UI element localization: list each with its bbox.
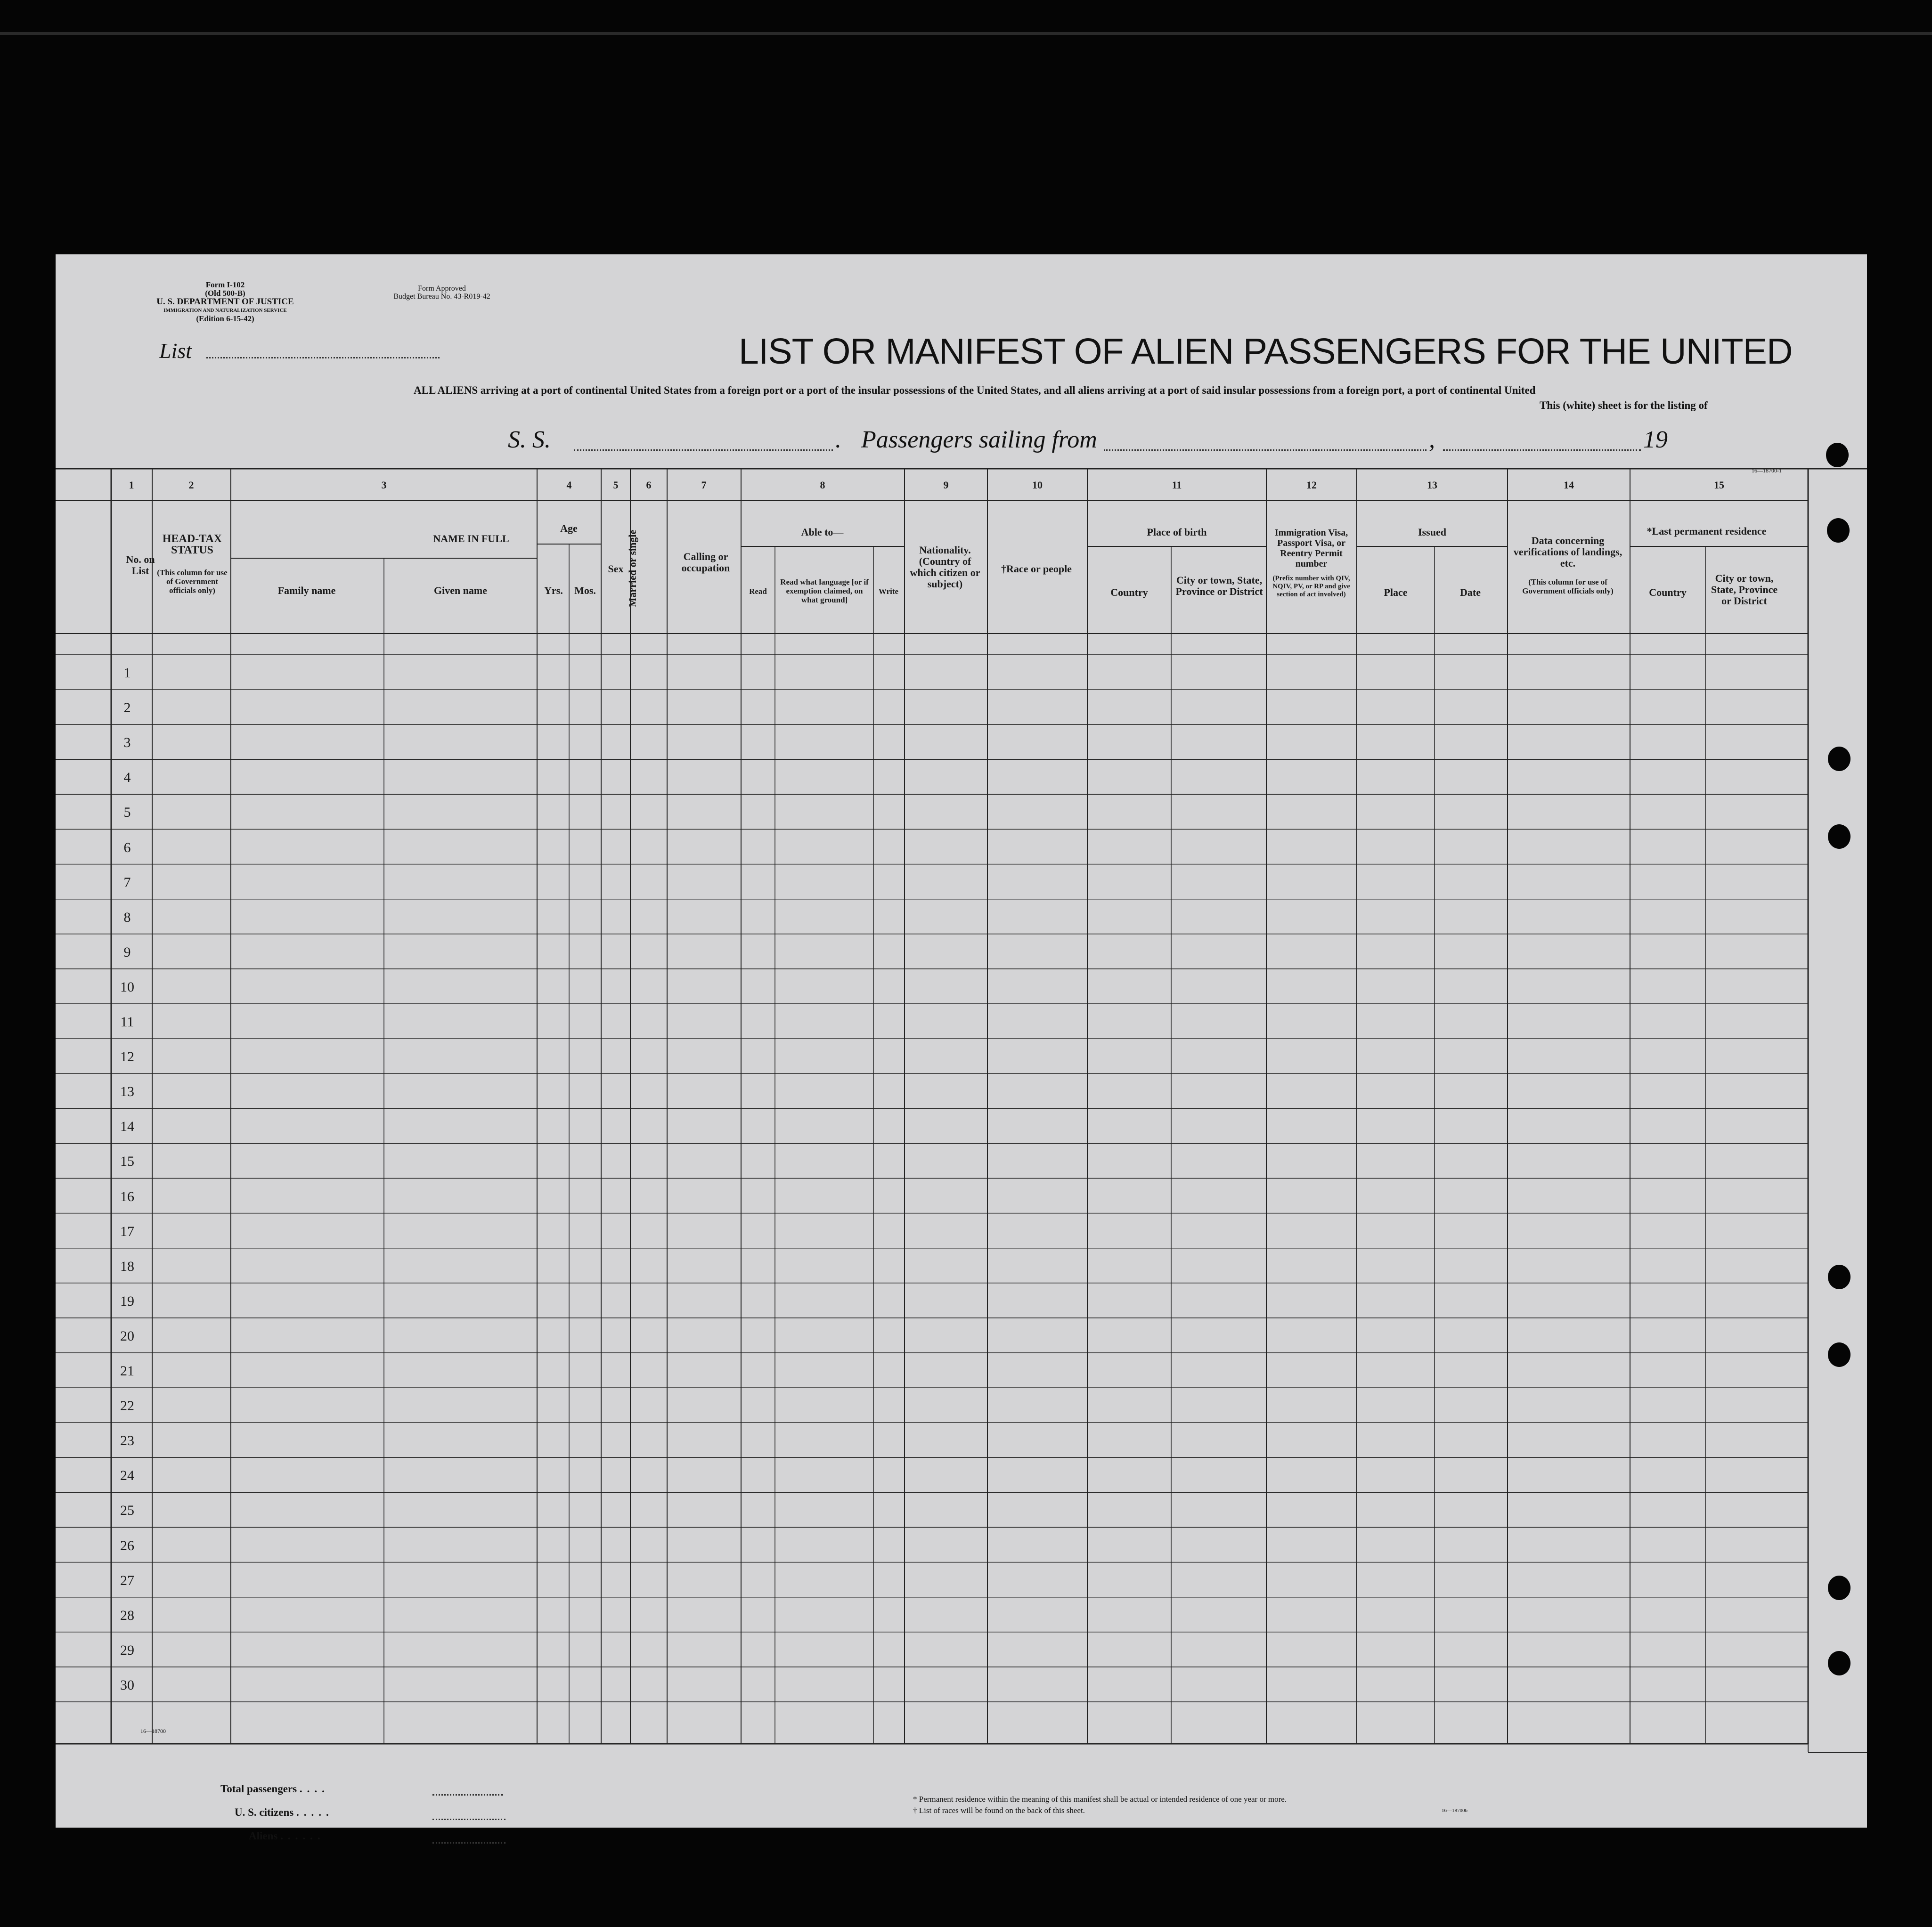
- total-passengers-row: Total passengers ....: [220, 1783, 329, 1795]
- header-able-to: Able to—: [801, 526, 844, 538]
- column-number-13: 13: [1427, 479, 1437, 491]
- row-number-5: 5: [123, 805, 131, 821]
- header-family-name: Family name: [277, 585, 336, 596]
- page-title: LIST OR MANIFEST OF ALIEN PASSENGERS FOR THE UNITED: [739, 331, 1793, 372]
- row-number-18: 18: [120, 1258, 134, 1274]
- instructions-line-1: ALL ALIENS arriving at a port of continental United States from a foreign port or a port of the insular possessions of the United States, and all aliens arriving at a port of said insular possessions from a foreign port, a port of continental United: [414, 384, 1536, 396]
- column-number-11: 11: [1172, 479, 1182, 491]
- row-number-25: 25: [120, 1503, 134, 1519]
- header-nationality: Nationality. (Country of which citizen or subject): [910, 544, 980, 590]
- header-place-of-birth: Place of birth: [1147, 526, 1207, 538]
- row-number-13: 13: [120, 1084, 134, 1100]
- row-number-26: 26: [120, 1537, 134, 1553]
- header-issued-date: Date: [1460, 586, 1481, 598]
- header-head-tax: HEAD-TAX STATUS: [162, 533, 222, 556]
- header-race: †Race or people: [1001, 563, 1072, 575]
- column-number-7: 7: [701, 479, 707, 491]
- print-code-bottom: 16—18700: [140, 1728, 166, 1734]
- column-number-6: 6: [646, 479, 652, 491]
- header-age: Age: [560, 522, 578, 534]
- footnote-permanent-residence: * Permanent residence within the meaning of this manifest shall be actual or intended residence of one year or more.: [913, 1795, 1287, 1804]
- us-citizens-label: U. S. citizens: [235, 1806, 294, 1818]
- header-calling: Calling or occupation: [681, 551, 730, 574]
- header-last-residence: *Last permanent residence: [1647, 525, 1767, 537]
- row-number-19: 19: [120, 1293, 134, 1309]
- form-old-number: (Old 500-B): [205, 289, 245, 298]
- header-data-concerning: Data concerning verifications of landings, etc.: [1513, 535, 1622, 569]
- header-visa: Immigration Visa, Passport Visa, or Reentry Permit number: [1274, 528, 1348, 569]
- sailing-from-label: Passengers sailing from: [861, 426, 1097, 453]
- instructions-line-2: This (white) sheet is for the listing of: [1540, 399, 1708, 411]
- header-name-in-full: NAME IN FULL: [433, 533, 509, 545]
- form-number: Form I-102: [205, 280, 245, 289]
- row-number-24: 24: [120, 1468, 134, 1484]
- row-number-20: 20: [120, 1328, 134, 1344]
- row-number-6: 6: [123, 839, 131, 855]
- header-write: Write: [878, 587, 899, 596]
- aliens-label: Aliens: [249, 1830, 278, 1842]
- column-number-5: 5: [613, 479, 619, 491]
- column-number-3: 3: [381, 479, 387, 491]
- row-number-12: 12: [120, 1049, 134, 1065]
- row-number-30: 30: [120, 1677, 134, 1693]
- header-issued-place: Place: [1384, 586, 1408, 598]
- row-number-16: 16: [120, 1188, 134, 1204]
- column-number-1: 1: [129, 479, 134, 491]
- sailing-comma-1: ,: [1429, 426, 1435, 453]
- header-mos: Mos.: [574, 585, 596, 596]
- column-number-14: 14: [1564, 479, 1574, 491]
- row-number-8: 8: [123, 909, 131, 925]
- row-number-28: 28: [120, 1607, 134, 1623]
- total-passengers-blank[interactable]: [432, 1794, 503, 1796]
- totals-block: [220, 1783, 550, 1877]
- header-read: Read: [749, 587, 767, 596]
- row-number-3: 3: [123, 735, 131, 751]
- header-no-on-list: No. on List: [126, 553, 155, 577]
- us-citizens-row: U. S. citizens .....: [235, 1806, 334, 1818]
- column-number-9: 9: [943, 479, 949, 491]
- us-citizens-blank[interactable]: [432, 1819, 505, 1820]
- header-married: Married or single: [627, 529, 638, 608]
- header-sex: Sex: [608, 563, 624, 575]
- column-number-15: 15: [1714, 479, 1724, 491]
- header-yrs: Yrs.: [544, 585, 563, 596]
- column-number-10: 10: [1032, 479, 1043, 491]
- header-birth-city: City or town, State, Province or District: [1175, 574, 1263, 597]
- approval-line-2: Budget Bureau No. 43-R019-42: [393, 293, 490, 301]
- column-number-4: 4: [566, 479, 572, 491]
- aliens-row: Aliens ......: [249, 1830, 325, 1842]
- form-edition: (Edition 6-15-42): [196, 314, 254, 323]
- row-number-7: 7: [123, 874, 131, 890]
- footnotes: [913, 1794, 1573, 1816]
- row-number-10: 10: [120, 979, 134, 995]
- ss-period: .: [835, 426, 841, 453]
- print-code-top: 16—18700-1: [1752, 467, 1782, 474]
- header-read-language: Read what language [or if exemption claimed, on what ground]: [780, 577, 869, 604]
- row-number-11: 11: [120, 1014, 134, 1030]
- list-label: List: [159, 339, 192, 363]
- row-number-2: 2: [123, 700, 131, 716]
- year-prefix: 19: [1643, 426, 1668, 453]
- row-number-15: 15: [120, 1154, 134, 1170]
- aliens-blank[interactable]: [432, 1842, 505, 1844]
- column-number-2: 2: [188, 479, 194, 491]
- row-number-17: 17: [120, 1223, 134, 1239]
- row-number-27: 27: [120, 1572, 134, 1588]
- scan-edge-line: [0, 32, 1932, 35]
- form-department: U. S. DEPARTMENT OF JUSTICE: [156, 297, 294, 307]
- ss-label: S. S.: [508, 426, 551, 453]
- header-residence-city: City or town, State, Province or District: [1711, 572, 1778, 607]
- total-passengers-label: Total passengers: [220, 1783, 297, 1795]
- column-number-12: 12: [1306, 479, 1317, 491]
- header-data-note: (This column for use of Government officials only): [1522, 577, 1614, 595]
- header-visa-note: (Prefix number with QIV, NQIV, PV, or RP and give section of act involved): [1272, 575, 1350, 598]
- manifest-sheet: [56, 254, 1867, 1842]
- approval-line-1: Form Approved: [418, 285, 466, 293]
- row-number-29: 29: [120, 1642, 134, 1658]
- header-head-tax-note: (This column for use of Government officials only): [157, 568, 228, 595]
- row-number-21: 21: [120, 1363, 134, 1379]
- print-code-footnote: 16—18700b: [1442, 1808, 1467, 1813]
- form-service: IMMIGRATION AND NATURALIZATION SERVICE: [163, 308, 287, 313]
- row-number-22: 22: [120, 1398, 134, 1414]
- row-number-14: 14: [120, 1119, 134, 1135]
- row-number-9: 9: [123, 944, 131, 960]
- row-number-23: 23: [120, 1433, 134, 1449]
- manifest-grid: [56, 254, 1867, 1828]
- header-birth-country: Country: [1110, 586, 1148, 598]
- footnote-races: † List of races will be found on the back of this sheet.: [913, 1806, 1085, 1815]
- header-issued: Issued: [1418, 526, 1446, 538]
- column-number-8: 8: [820, 479, 825, 491]
- header-given-name: Given name: [433, 585, 488, 596]
- row-number-1: 1: [123, 665, 131, 681]
- row-number-4: 4: [123, 770, 131, 786]
- header-residence-country: Country: [1649, 586, 1687, 598]
